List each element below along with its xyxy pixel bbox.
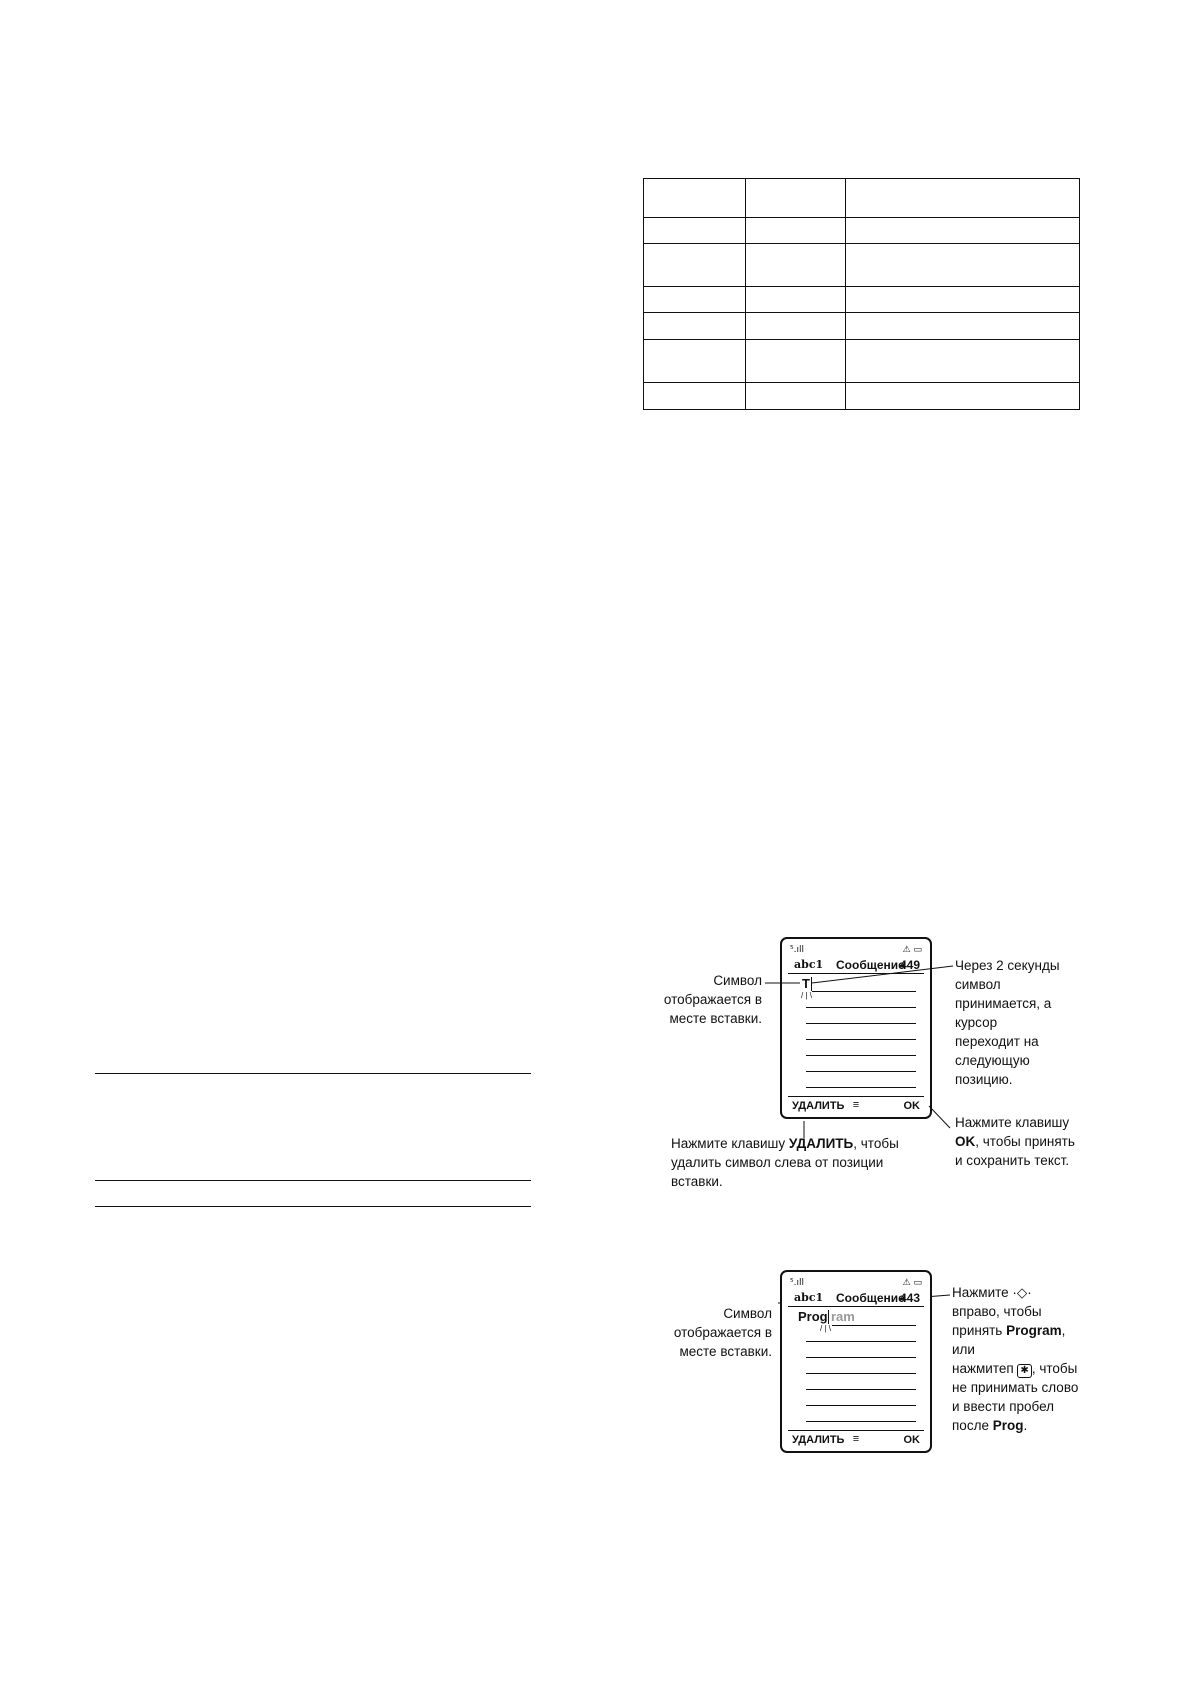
signal-icon: ⁵.ıll [790, 945, 804, 955]
delete-softkey[interactable]: УДАЛИТЬ [792, 1100, 845, 1112]
text-line [806, 1389, 916, 1390]
callout-left-1: Символ отображается в месте вставки. [663, 973, 762, 1026]
menu-icon[interactable]: ≡ [852, 1099, 860, 1111]
cursor-flash-icon: / | \ [801, 991, 812, 1000]
text-line [806, 1341, 916, 1342]
ok-softkey[interactable]: OK [903, 1434, 920, 1446]
cursor-icon [828, 1310, 829, 1324]
delete-key-label: УДАЛИТЬ [788, 1136, 854, 1151]
screen-title: Сообщение [836, 1291, 905, 1305]
callout-right-1: Через 2 секунды символ принимается, а курсор переходит на следующую позицию. [955, 958, 1060, 1087]
text-line [806, 1357, 916, 1358]
signal-icon: ⁵.ıll [790, 1278, 804, 1288]
callout-right-2: Нажмите ·◇· вправо, чтобы принять Program, или нажмитеп ✱ , чтобы не принимать слово и ввести пробел после Prog. [952, 1285, 1079, 1433]
menu-icon[interactable]: ≡ [852, 1433, 860, 1445]
text-line [806, 1373, 916, 1374]
battery-icon: ⚠ ▭ [902, 1278, 922, 1288]
title-bar [788, 1291, 924, 1307]
callout-left-2: Символ отображается в месте вставки. [673, 1306, 772, 1359]
callout-bottom-right-1: Нажмите клавишу OK, чтобы принять и сохранить текст. [955, 1115, 1075, 1168]
nav-key-icon: ·◇· [1012, 1285, 1032, 1300]
entered-char: T [802, 976, 810, 991]
softkey-bar [788, 1430, 924, 1447]
text-line [806, 1405, 916, 1406]
battery-icon: ⚠ ▭ [902, 945, 922, 955]
text-line [832, 1325, 916, 1326]
star-key-icon: ✱ [1017, 1364, 1031, 1378]
typed-word: Prog [798, 1309, 828, 1324]
screen-title: Сообщение [836, 958, 905, 972]
text-line [806, 1421, 916, 1422]
char-counter: 449 [899, 958, 920, 972]
callout-bottom-1: Нажмите клавишу УДАЛИТЬ, чтобы удалить символ слева от позиции вставки. [671, 1136, 899, 1189]
ok-key-label: OK [955, 1134, 976, 1149]
text-mode-indicator: abc1 [794, 1291, 824, 1304]
phone-screen-2 [780, 1270, 932, 1453]
char-counter: 443 [899, 1291, 920, 1305]
delete-softkey[interactable]: УДАЛИТЬ [792, 1434, 845, 1446]
text-mode-indicator: abc1 [794, 958, 824, 971]
cursor-flash-icon: / | \ [820, 1324, 831, 1333]
ok-softkey[interactable]: OK [903, 1100, 920, 1112]
suggested-completion: ram [831, 1309, 855, 1324]
